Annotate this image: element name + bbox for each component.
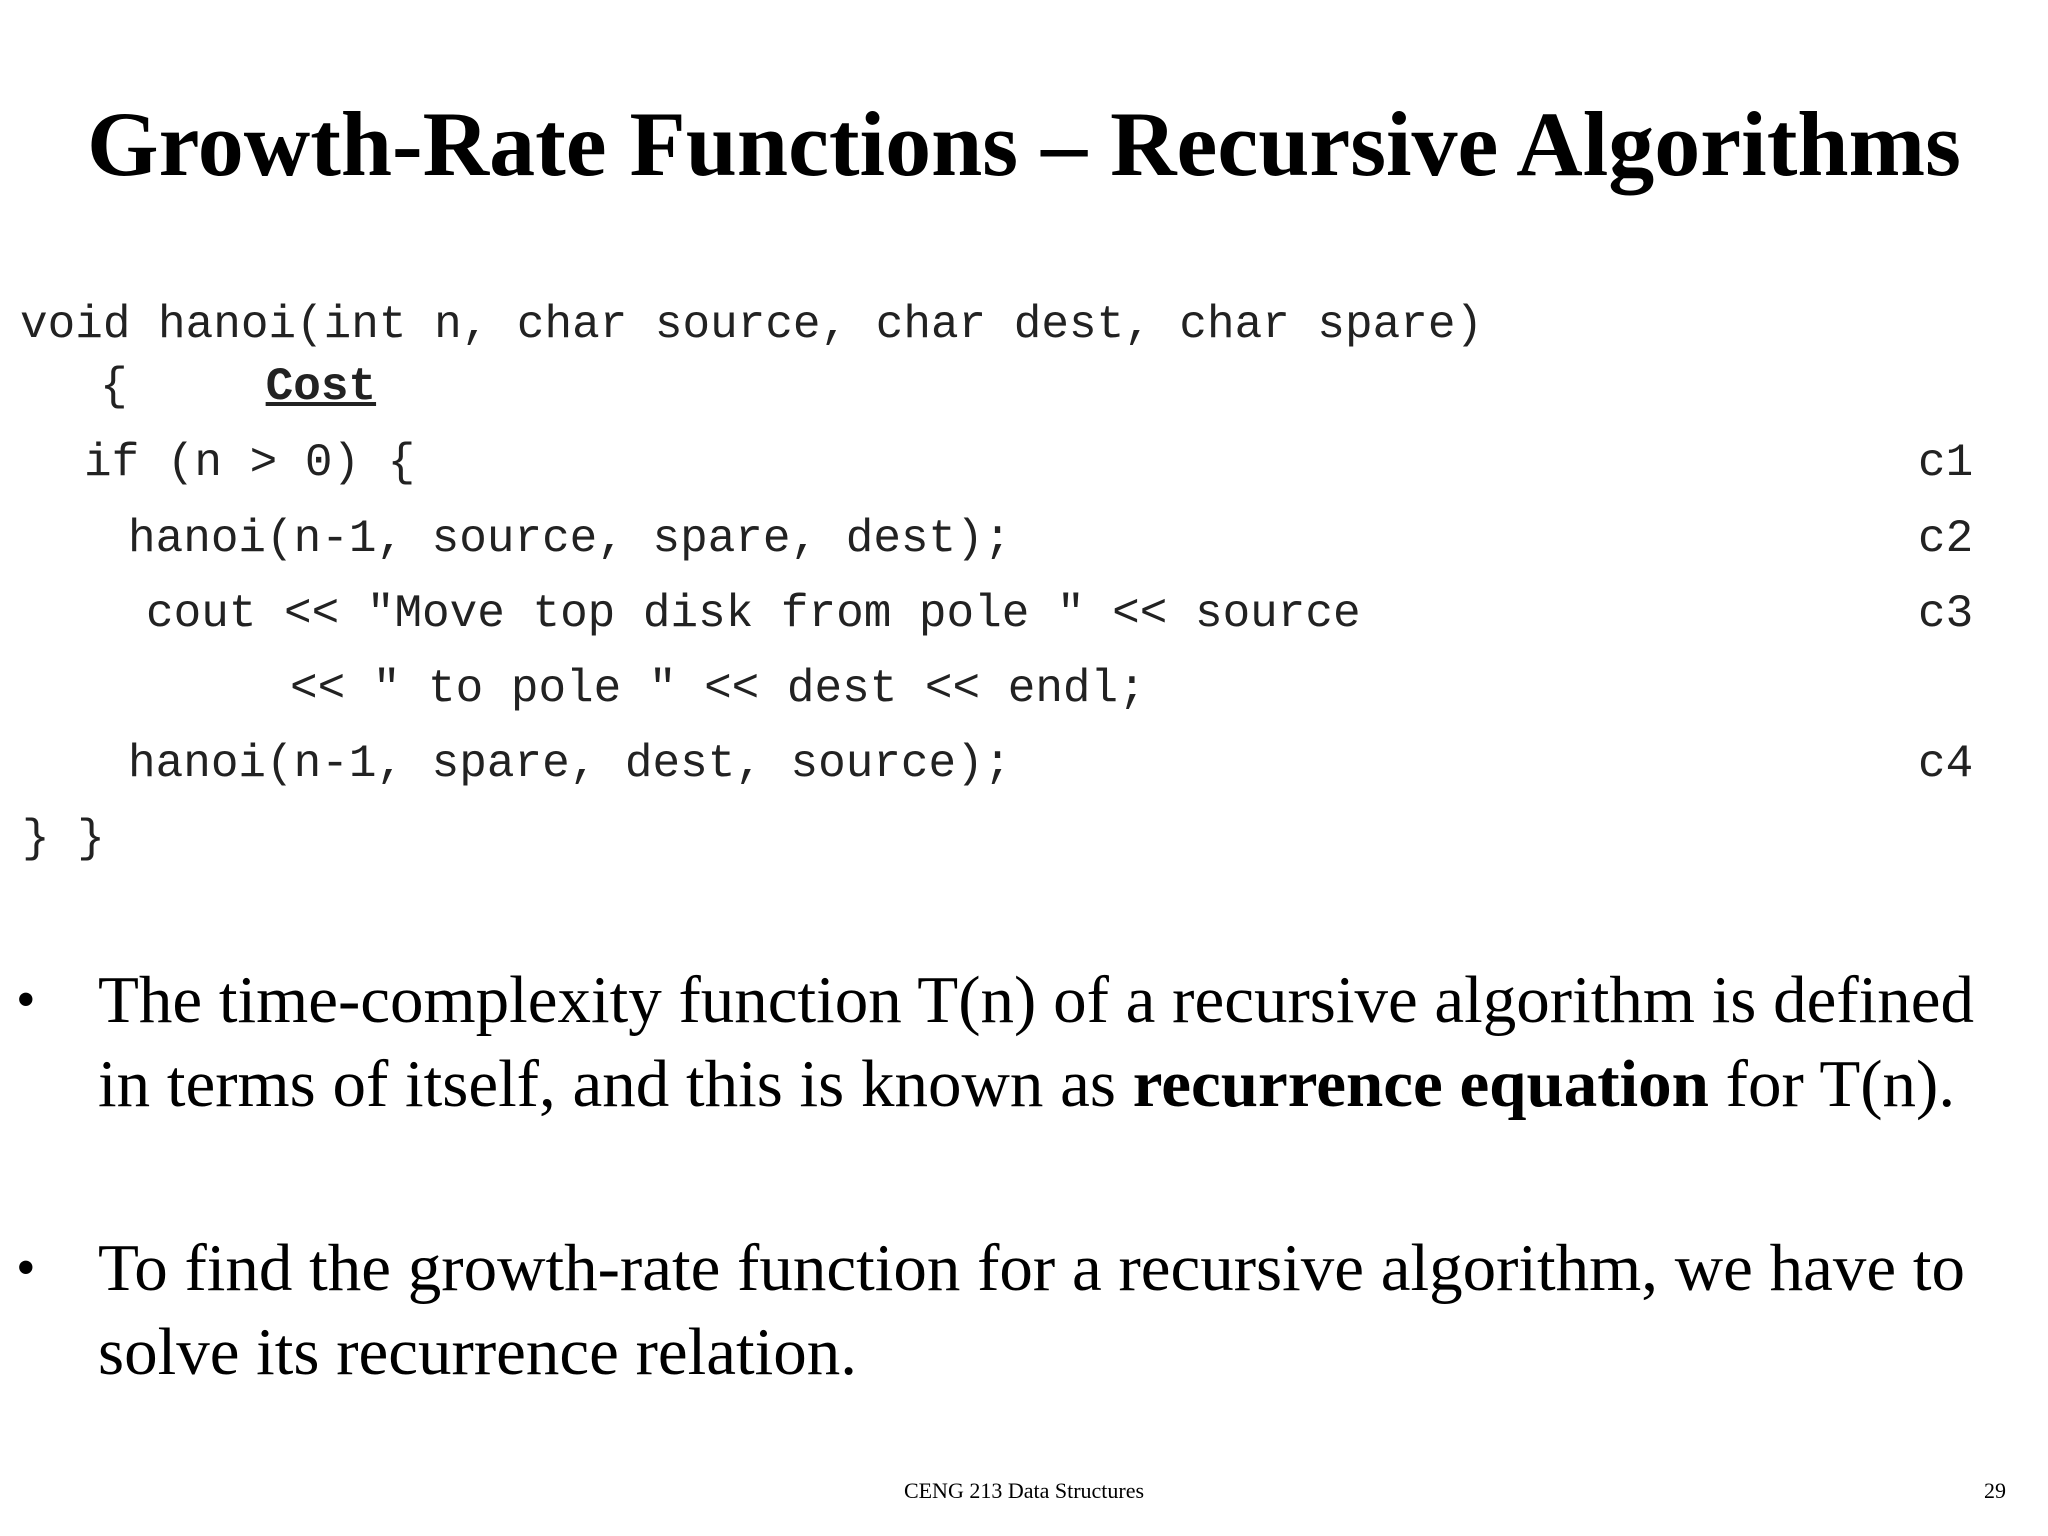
code-line-hanoi-second: hanoi(n-1, spare, dest, source); <box>128 738 1012 790</box>
code-line-signature: void hanoi(int n, char source, char dest, char spare) <box>20 299 1484 351</box>
cost-column-header: Cost <box>265 361 377 413</box>
bullet-item-recurrence <box>98 958 2008 1126</box>
cost-c3: c3 <box>1918 588 1974 640</box>
code-line-close-braces: } } <box>22 813 105 865</box>
bullet-text-part: for T(n). <box>1708 1047 1956 1121</box>
page-number: 29 <box>1984 1478 2006 1503</box>
code-line-cout-continued: << " to pole " << dest << endl; <box>290 663 1146 715</box>
bullet-marker: • <box>16 1237 36 1299</box>
code-line-if: if (n > 0) { <box>84 437 416 489</box>
code-line-open-brace <box>100 358 376 416</box>
bullet-marker: • <box>16 969 36 1031</box>
code-line-hanoi-first: hanoi(n-1, source, spare, dest); <box>128 513 1012 565</box>
cost-c1: c1 <box>1918 437 1974 489</box>
slide-title: Growth-Rate Functions – Recursive Algorithms <box>87 93 1961 195</box>
cost-c2: c2 <box>1918 513 1974 565</box>
code-line-cout: cout << "Move top disk from pole " << source <box>146 588 1361 640</box>
footer-course-name: CENG 213 Data Structures <box>903 1478 1145 1503</box>
cost-c4: c4 <box>1918 738 1974 790</box>
bullet-text-part: The time-complexity function T(n) of a recursive algorithm is defined in terms of itself, and this is known as <box>98 963 1975 1121</box>
bullet-item-growth-rate: To find the growth-rate function for a recursive algorithm, we have to solve its recurrence relation. <box>98 1231 1965 1389</box>
open-brace: { <box>100 361 128 413</box>
bullet-bold-term: recurrence equation <box>1132 1047 1709 1121</box>
